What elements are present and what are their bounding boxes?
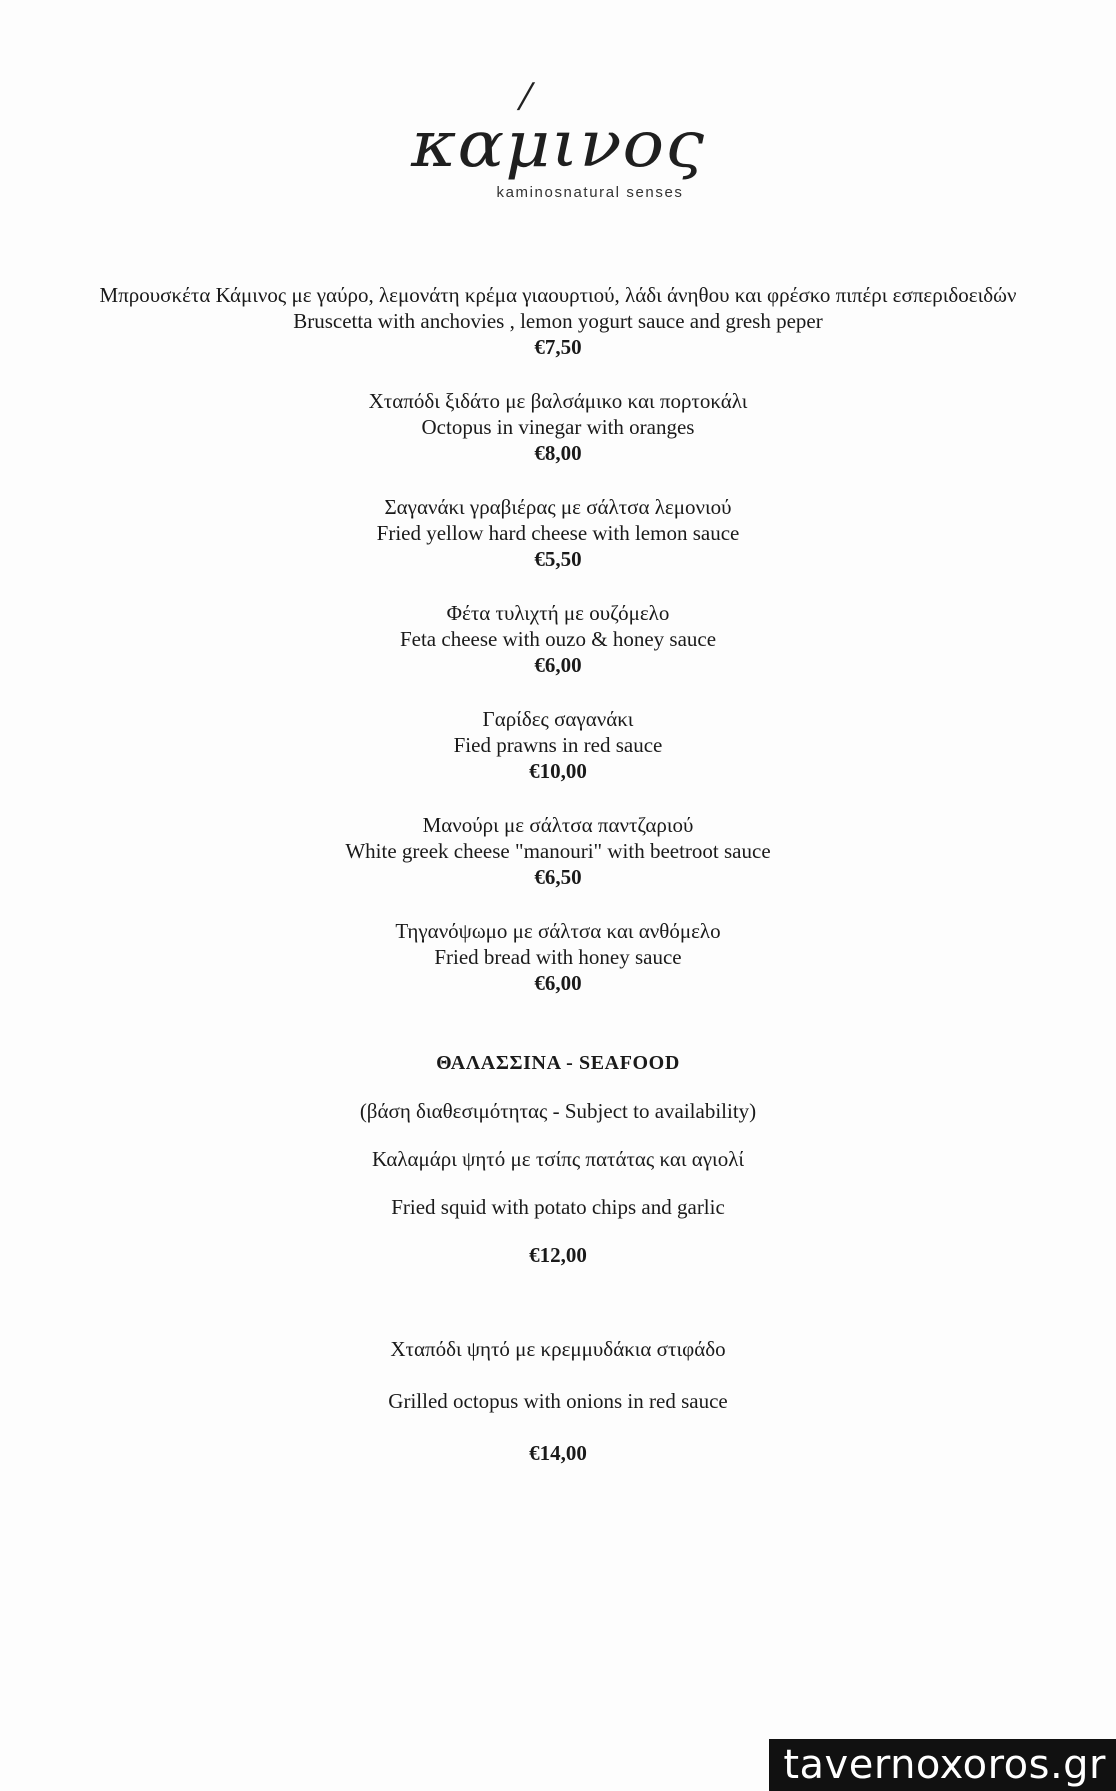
site-watermark: tavernoxoros.gr <box>769 1739 1116 1791</box>
item-name-greek: Μπρουσκέτα Κάμινος με γαύρο, λεμονάτη κρέμα γιαουρτιού, λάδι άνηθου και φρέσκο πιπέρι εσπεριδοειδών <box>99 283 1017 307</box>
item-name-english: Fied prawns in red sauce <box>453 733 663 757</box>
item-name-english: Fried yellow hard cheese with lemon sauce <box>376 521 740 545</box>
logo-wordmark: καμινος <box>411 108 705 182</box>
item-name-english: Fried bread with honey sauce <box>434 945 682 969</box>
item-name-english: Octopus in vinegar with oranges <box>421 415 695 439</box>
item-price: €7,50 <box>534 335 582 359</box>
menu-item <box>60 706 1056 784</box>
item-name-greek: Φέτα τυλιχτή με ουζόμελο <box>446 601 670 625</box>
item-name-greek: Χταπόδι ξιδάτο με βαλσάμικο και πορτοκάλι <box>368 389 748 413</box>
section-title: ΘΑΛΑΣΣΙΝΑ - SEAFOOD <box>436 1052 680 1074</box>
menu-item <box>60 388 1056 466</box>
menu-list <box>60 282 1056 1466</box>
menu-item <box>60 1336 1056 1466</box>
item-price: €6,00 <box>534 971 582 995</box>
item-name-english: White greek cheese "manouri" with beetroot sauce <box>345 839 771 863</box>
item-price: €6,00 <box>534 653 582 677</box>
item-name-english: Bruscetta with anchovies , lemon yogurt sauce and gresh peper <box>293 309 823 333</box>
item-name-english: Feta cheese with ouzo & honey sauce <box>399 627 717 651</box>
item-price: €6,50 <box>534 865 582 889</box>
menu-item <box>60 812 1056 890</box>
item-price: €10,00 <box>529 759 587 783</box>
menu-item <box>60 1146 1056 1268</box>
seafood-section <box>60 1050 1056 1466</box>
item-name-english: Fried squid with potato chips and garlic <box>391 1195 725 1219</box>
item-price: €12,00 <box>529 1243 587 1267</box>
menu-item <box>60 282 1056 360</box>
item-price: €5,50 <box>534 547 582 571</box>
item-name-greek: Χταπόδι ψητό με κρεμμυδάκια στιφάδο <box>390 1337 726 1361</box>
item-name-greek: Σαγανάκι γραβιέρας με σάλτσα λεμονιού <box>384 495 732 519</box>
logo-tagline: kaminosnatural senses <box>496 184 684 201</box>
item-name-greek: Μανούρι με σάλτσα παντζαριού <box>422 813 694 837</box>
item-name-english: Grilled octopus with onions in red sauce <box>388 1389 728 1413</box>
restaurant-logo <box>0 78 1116 201</box>
menu-item <box>60 918 1056 996</box>
menu-item <box>60 494 1056 572</box>
logo-accent-mark: / <box>515 76 537 116</box>
menu-item <box>60 600 1056 678</box>
item-name-greek: Γαρίδες σαγανάκι <box>482 707 634 731</box>
item-price: €8,00 <box>534 441 582 465</box>
item-name-greek: Καλαμάρι ψητό με τσίπς πατάτας και αγιολί <box>371 1147 745 1171</box>
availability-note: (βάση διαθεσιμότητας - Subject to availability) <box>359 1099 757 1123</box>
item-name-greek: Τηγανόψωμο με σάλτσα και ανθόμελο <box>395 919 721 943</box>
item-price: €14,00 <box>529 1441 587 1465</box>
